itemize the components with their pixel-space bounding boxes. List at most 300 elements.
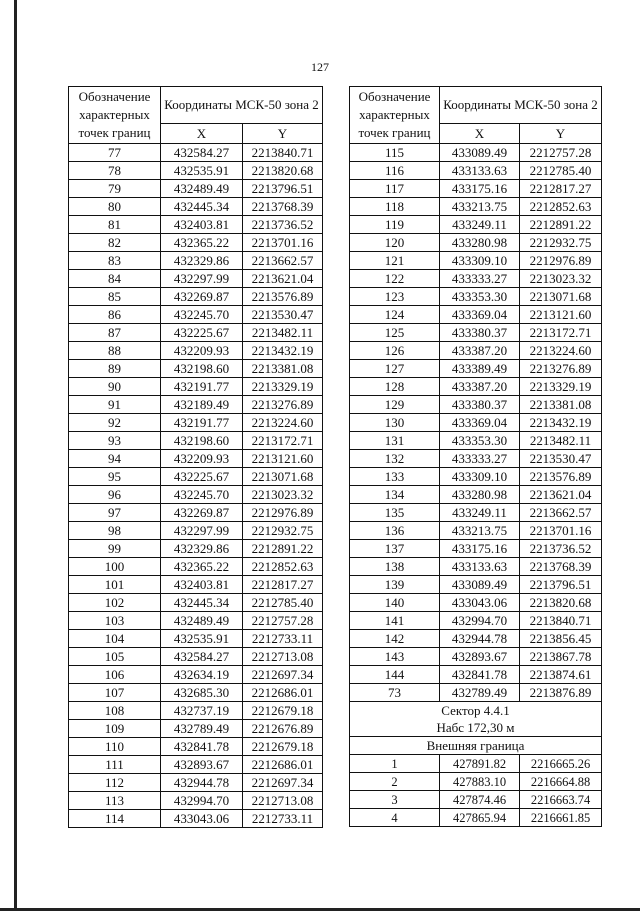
table-row [350,612,602,630]
x-value: 433280.98 [440,486,520,504]
y-value: 2216663.74 [520,791,602,809]
y-value: 2212697.34 [243,774,323,792]
point-number: 2 [350,773,440,791]
x-value: 432893.67 [161,756,243,774]
point-number: 79 [69,180,161,198]
table-row [69,414,323,432]
point-number: 112 [69,774,161,792]
point-number: 116 [350,162,440,180]
right-coordinates-table [349,86,602,827]
x-value: 432944.78 [161,774,243,792]
x-value: 432535.91 [161,630,243,648]
y-value: 2212785.40 [520,162,602,180]
point-number: 135 [350,504,440,522]
point-number: 134 [350,486,440,504]
x-value: 432329.86 [161,540,243,558]
boundary-row [350,809,602,827]
table-row [350,306,602,324]
table-row [69,432,323,450]
point-number: 95 [69,468,161,486]
x-value: 433043.06 [161,810,243,828]
table-row [69,450,323,468]
y-value: 2216661.85 [520,809,602,827]
y-value: 2213172.71 [243,432,323,450]
table-row [350,342,602,360]
x-value: 433089.49 [440,576,520,594]
x-value: 432403.81 [161,216,243,234]
table-row [350,594,602,612]
point-number: 121 [350,252,440,270]
point-number: 106 [69,666,161,684]
point-number: 93 [69,432,161,450]
sector-height-row [350,719,602,737]
y-value: 2213224.60 [520,342,602,360]
y-value: 2212891.22 [520,216,602,234]
x-value: 432198.60 [161,432,243,450]
table-row [69,378,323,396]
coordinates-header: Координаты МСК-50 зона 2 [440,87,602,124]
point-number: 77 [69,144,161,162]
x-value: 433133.63 [440,162,520,180]
point-number: 138 [350,558,440,576]
table-row [69,576,323,594]
table-row [69,360,323,378]
table-row [69,324,323,342]
x-value: 432489.49 [161,612,243,630]
point-number: 140 [350,594,440,612]
point-number: 96 [69,486,161,504]
point-number: 139 [350,576,440,594]
sector-height: Набс 172,30 м [350,719,602,737]
point-number: 3 [350,791,440,809]
point-number: 85 [69,288,161,306]
table-row [69,522,323,540]
x-value: 432329.86 [161,252,243,270]
point-number: 98 [69,522,161,540]
x-value: 433213.75 [440,198,520,216]
x-value: 433249.11 [440,504,520,522]
x-value: 432225.67 [161,468,243,486]
y-value: 2213621.04 [520,486,602,504]
point-number: 4 [350,809,440,827]
table-row [69,198,323,216]
y-value: 2212817.27 [520,180,602,198]
x-value: 433387.20 [440,342,520,360]
y-value: 2212852.63 [520,198,602,216]
y-value: 2213172.71 [520,324,602,342]
point-number: 128 [350,378,440,396]
x-value: 432944.78 [440,630,520,648]
point-number: 78 [69,162,161,180]
table-row [350,414,602,432]
point-number: 109 [69,720,161,738]
x-value: 432841.78 [440,666,520,684]
point-number: 83 [69,252,161,270]
point-number: 103 [69,612,161,630]
table-row [69,162,323,180]
table-row [69,216,323,234]
table-row [350,144,602,162]
point-number: 127 [350,360,440,378]
x-value: 433369.04 [440,414,520,432]
x-value: 433333.27 [440,270,520,288]
table-row [350,684,602,702]
table-row [69,810,323,828]
point-number: 82 [69,234,161,252]
y-value: 2213381.08 [520,396,602,414]
x-value: 433369.04 [440,306,520,324]
point-number: 123 [350,288,440,306]
y-value: 2213576.89 [243,288,323,306]
table-row [350,360,602,378]
table-row [69,630,323,648]
x-value: 433333.27 [440,450,520,468]
x-value: 433089.49 [440,144,520,162]
y-value: 2212976.89 [243,504,323,522]
point-number: 100 [69,558,161,576]
table-row [69,792,323,810]
table-row [69,342,323,360]
boundary-row [350,773,602,791]
table-row [69,270,323,288]
point-number: 101 [69,576,161,594]
table-row [350,234,602,252]
y-value: 2213796.51 [520,576,602,594]
x-value: 432535.91 [161,162,243,180]
table-row [69,252,323,270]
y-value: 2212679.18 [243,738,323,756]
x-value: 432269.87 [161,504,243,522]
point-number: 90 [69,378,161,396]
table-row [69,504,323,522]
x-value: 433380.37 [440,324,520,342]
y-value: 2212817.27 [243,576,323,594]
y-value: 2213701.16 [243,234,323,252]
table-row [69,666,323,684]
y-value: 2213820.68 [243,162,323,180]
point-number: 113 [69,792,161,810]
point-number: 89 [69,360,161,378]
point-number: 107 [69,684,161,702]
y-value: 2213432.19 [520,414,602,432]
y-value: 2212976.89 [520,252,602,270]
y-value: 2213482.11 [520,432,602,450]
left-coordinates-table [68,86,323,828]
x-value: 432403.81 [161,576,243,594]
table-row [350,486,602,504]
x-value: 432245.70 [161,486,243,504]
y-header: Y [520,124,602,144]
point-number: 130 [350,414,440,432]
point-number: 94 [69,450,161,468]
y-value: 2212757.28 [243,612,323,630]
point-number: 144 [350,666,440,684]
y-value: 2213736.52 [520,540,602,558]
point-number: 129 [350,396,440,414]
x-value: 433309.10 [440,252,520,270]
x-value: 432994.70 [161,792,243,810]
x-value: 427891.82 [440,755,520,773]
x-value: 433353.30 [440,432,520,450]
point-number: 137 [350,540,440,558]
table-row [69,396,323,414]
x-value: 432841.78 [161,738,243,756]
x-value: 432584.27 [161,648,243,666]
x-value: 433249.11 [440,216,520,234]
boundary-title: Внешняя граница [350,737,602,755]
point-number: 122 [350,270,440,288]
x-value: 432297.99 [161,270,243,288]
table-row [69,468,323,486]
table-row [69,540,323,558]
sector-title-row [350,702,602,720]
x-value: 433280.98 [440,234,520,252]
y-value: 2213530.47 [520,450,602,468]
y-value: 2213023.32 [243,486,323,504]
table-row [69,702,323,720]
table-row [350,576,602,594]
table-row [69,594,323,612]
x-value: 432189.49 [161,396,243,414]
scan-edge-left [14,0,17,911]
point-number: 126 [350,342,440,360]
y-value: 2213121.60 [520,306,602,324]
x-value: 432365.22 [161,558,243,576]
y-value: 2212713.08 [243,648,323,666]
y-value: 2213768.39 [520,558,602,576]
point-number: 80 [69,198,161,216]
point-number: 81 [69,216,161,234]
x-value: 427883.10 [440,773,520,791]
table-row [69,180,323,198]
x-value: 432191.77 [161,414,243,432]
boundary-title-row [350,737,602,755]
boundary-row [350,755,602,773]
point-number: 131 [350,432,440,450]
y-value: 2213224.60 [243,414,323,432]
table-row [350,270,602,288]
y-value: 2213071.68 [243,468,323,486]
table-row [350,450,602,468]
table-row [350,432,602,450]
y-value: 2213820.68 [520,594,602,612]
x-value: 433387.20 [440,378,520,396]
y-value: 2212891.22 [243,540,323,558]
x-value: 432365.22 [161,234,243,252]
point-number: 88 [69,342,161,360]
y-value: 2213621.04 [243,270,323,288]
x-value: 432191.77 [161,378,243,396]
x-value: 433175.16 [440,540,520,558]
table-row [69,720,323,738]
y-value: 2213662.57 [243,252,323,270]
point-number: 111 [69,756,161,774]
x-value: 432269.87 [161,288,243,306]
y-value: 2216665.26 [520,755,602,773]
x-value: 432789.49 [161,720,243,738]
y-value: 2213381.08 [243,360,323,378]
x-value: 433213.75 [440,522,520,540]
x-value: 432209.93 [161,342,243,360]
x-value: 432245.70 [161,306,243,324]
table-row [350,666,602,684]
coordinates-header: Координаты МСК-50 зона 2 [161,87,323,124]
y-value: 2213768.39 [243,198,323,216]
table-row [69,306,323,324]
table-row [69,756,323,774]
table-row [350,216,602,234]
y-value: 2212932.75 [243,522,323,540]
x-value: 433380.37 [440,396,520,414]
table-row [350,540,602,558]
x-value: 432685.30 [161,684,243,702]
boundary-row [350,791,602,809]
point-number: 133 [350,468,440,486]
point-number: 97 [69,504,161,522]
y-value: 2213874.61 [520,666,602,684]
y-value: 2212733.11 [243,810,323,828]
point-number: 114 [69,810,161,828]
x-value: 432297.99 [161,522,243,540]
table-row [350,378,602,396]
table-row [350,252,602,270]
point-number: 132 [350,450,440,468]
y-value: 2213276.89 [243,396,323,414]
y-value: 2213701.16 [520,522,602,540]
x-value: 432737.19 [161,702,243,720]
y-value: 2213329.19 [243,378,323,396]
y-value: 2212713.08 [243,792,323,810]
table-row [69,144,323,162]
table-row [350,558,602,576]
point-number: 84 [69,270,161,288]
table-row [69,234,323,252]
point-number: 105 [69,648,161,666]
y-value: 2213840.71 [520,612,602,630]
table-row [350,324,602,342]
table-row [350,180,602,198]
x-header: X [440,124,520,144]
y-value: 2213121.60 [243,450,323,468]
point-number: 125 [350,324,440,342]
x-value: 433133.63 [440,558,520,576]
point-number: 120 [350,234,440,252]
y-value: 2212686.01 [243,756,323,774]
point-number: 117 [350,180,440,198]
x-value: 432445.34 [161,198,243,216]
table-row [350,396,602,414]
designation-header: Обозначение характерных точек границ [69,87,161,144]
point-number: 104 [69,630,161,648]
table-row [350,288,602,306]
point-number: 108 [69,702,161,720]
y-value: 2213023.32 [520,270,602,288]
point-number: 136 [350,522,440,540]
x-value: 432198.60 [161,360,243,378]
y-value: 2212757.28 [520,144,602,162]
table-row [350,648,602,666]
y-value: 2213662.57 [520,504,602,522]
x-value: 432994.70 [440,612,520,630]
y-value: 2213876.89 [520,684,602,702]
point-number: 110 [69,738,161,756]
x-header: X [161,124,243,144]
table-row [350,522,602,540]
y-value: 2213530.47 [243,306,323,324]
point-number: 73 [350,684,440,702]
y-value: 2212733.11 [243,630,323,648]
x-value: 432489.49 [161,180,243,198]
x-value: 427865.94 [440,809,520,827]
point-number: 142 [350,630,440,648]
x-value: 432225.67 [161,324,243,342]
table-row [69,612,323,630]
point-number: 119 [350,216,440,234]
y-value: 2212932.75 [520,234,602,252]
x-value: 433309.10 [440,468,520,486]
point-number: 86 [69,306,161,324]
table-row [69,684,323,702]
y-value: 2213576.89 [520,468,602,486]
table-row [350,198,602,216]
page-number: 127 [311,60,329,74]
table-row [350,504,602,522]
y-value: 2213276.89 [520,360,602,378]
point-number: 92 [69,414,161,432]
x-value: 432445.34 [161,594,243,612]
sector-title: Сектор 4.4.1 [350,702,602,720]
table-row [69,486,323,504]
table-row [350,630,602,648]
point-number: 118 [350,198,440,216]
y-value: 2213071.68 [520,288,602,306]
table-row [69,774,323,792]
table-row [69,738,323,756]
x-value: 432209.93 [161,450,243,468]
x-value: 432584.27 [161,144,243,162]
point-number: 124 [350,306,440,324]
y-value: 2213796.51 [243,180,323,198]
y-value: 2213432.19 [243,342,323,360]
point-number: 141 [350,612,440,630]
x-value: 433175.16 [440,180,520,198]
point-number: 87 [69,324,161,342]
y-value: 2216664.88 [520,773,602,791]
y-value: 2213840.71 [243,144,323,162]
y-value: 2212852.63 [243,558,323,576]
x-value: 432634.19 [161,666,243,684]
y-value: 2213736.52 [243,216,323,234]
y-value: 2213856.45 [520,630,602,648]
x-value: 433389.49 [440,360,520,378]
point-number: 115 [350,144,440,162]
y-value: 2212676.89 [243,720,323,738]
point-number: 99 [69,540,161,558]
table-row [69,558,323,576]
table-row [350,468,602,486]
point-number: 143 [350,648,440,666]
table-row [69,648,323,666]
designation-header: Обозначение характерных точек границ [350,87,440,144]
x-value: 432893.67 [440,648,520,666]
y-value: 2213482.11 [243,324,323,342]
y-value: 2212686.01 [243,684,323,702]
point-number: 91 [69,396,161,414]
y-value: 2212679.18 [243,702,323,720]
y-value: 2213329.19 [520,378,602,396]
x-value: 432789.49 [440,684,520,702]
x-value: 427874.46 [440,791,520,809]
